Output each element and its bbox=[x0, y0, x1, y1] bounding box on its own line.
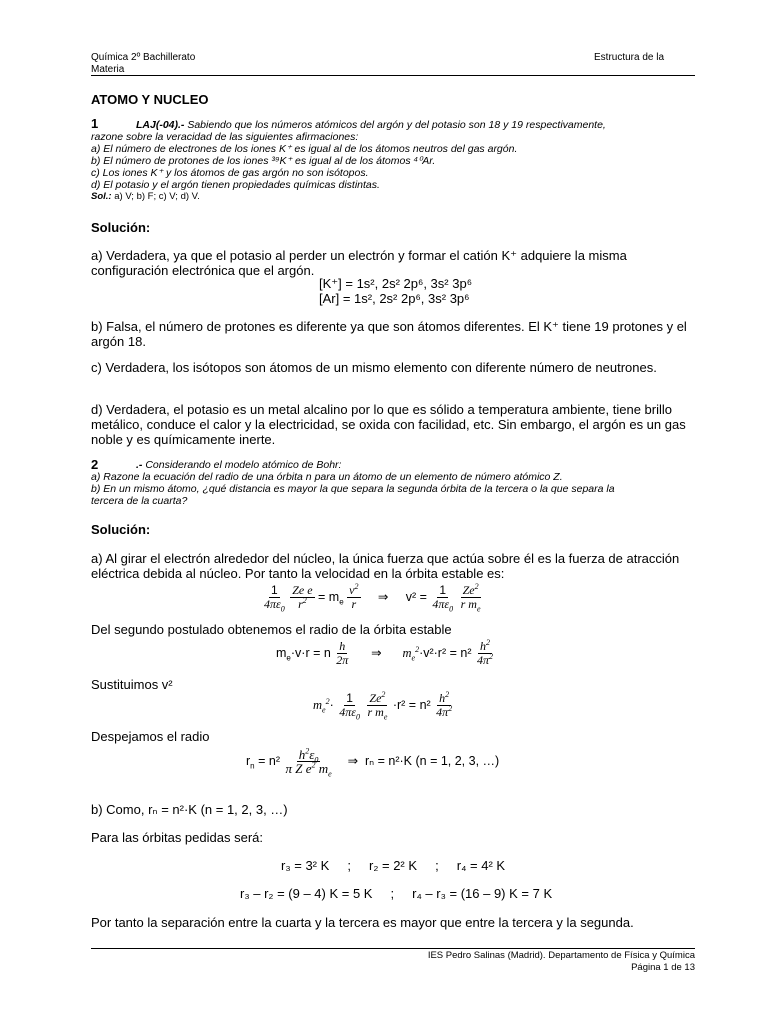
solution-2-heading: Solución: bbox=[91, 522, 151, 537]
orbit-radii: r₃ = 3² K ; r₂ = 2² K ; r₄ = 4² K bbox=[281, 858, 506, 873]
equation-quantization: $m_e\cdot v\cdot r = n$ $\frac{h}{2\pi}$ ⇒ $m_e^2\cdot v^2\cdot r^2 = n^2$ $\frac{h^2}{4\pi^2}$ bbox=[276, 638, 493, 667]
header-subject: Química 2º Bachillerato Materia bbox=[91, 52, 196, 75]
question-1-number: 1 bbox=[91, 116, 99, 131]
question-2-statement: .- Considerando el modelo atómico de Bohr: a) Razone la ecuación del radio de una órbita n para un átomo de un elemento de número atómico Z. b) En un mismo átomo, ¿qué distancia es mayor la que separa la segunda órbita de la tercera o la que separa la tercera de la cuarta? bbox=[91, 459, 615, 507]
equation-force-balance: $\frac{1}{4\pi\varepsilon_0}$ $\frac{\text{Ze e}}{r^2}$ = $m_e$ $\frac{v^2}{r}$ ⇒ v² = $\frac{1}{4\pi\varepsilon_0}$ $\frac{Ze^2}{r m_e}$ bbox=[264, 582, 481, 614]
equation-substitution: $m_e^2\cdot$ $\frac{1}{4\pi\varepsilon_0}$ $\frac{Ze^2}{r m_e}$ ·r² = n² $\frac{h^2}{4\pi^2}$ bbox=[313, 690, 453, 722]
question-2-number: 2 bbox=[91, 457, 99, 472]
solve-radius-text: Despejamos el radio bbox=[91, 729, 210, 744]
page-number: Página 1 de 13 bbox=[631, 962, 695, 973]
question-1-code: LAJ(-04).- bbox=[136, 119, 185, 131]
orbits-text: Para las órbitas pedidas será: bbox=[91, 830, 263, 845]
footer: IES Pedro Salinas (Madrid). Departamento de Física y Química Página 1 de 13 bbox=[427, 950, 695, 973]
solution-1-c: c) Verdadera, los isótopos son átomos de un mismo elemento con diferente número de neutrones. bbox=[91, 360, 657, 375]
header-rule bbox=[91, 75, 695, 76]
postulate-text: Del segundo postulado obtenemos el radio de la órbita estable bbox=[91, 622, 452, 637]
solution-2-a: a) Al girar el electrón alrededor del núcleo, la única fuerza que actúa sobre él es la fuerza de atracción eléctrica debida al núcleo. Por tanto la velocidad en la órbita estable es: bbox=[91, 551, 680, 581]
solution-2-b: b) Como, rₙ = n²·K (n = 1, 2, 3, …) bbox=[91, 802, 288, 817]
page-title: ATOMO Y NUCLEO bbox=[91, 92, 209, 107]
orbit-differences: r₃ – r₂ = (9 – 4) K = 5 K ; r₄ – r₃ = (16 – 9) K = 7 K bbox=[240, 886, 553, 901]
solution-1-b: b) Falsa, el número de protones es diferente ya que son átomos diferentes. El K⁺ tiene 19 protones y el argón 18. bbox=[91, 319, 687, 349]
footer-rule bbox=[91, 948, 695, 949]
substitute-text: Sustituimos v² bbox=[91, 677, 173, 692]
electron-configurations: [K⁺] = 1s², 2s² 2p⁶, 3s² 3p⁶ [Ar] = 1s², 2s² 2p⁶, 3s² 3p⁶ bbox=[319, 276, 473, 306]
header-topic: Estructura de la bbox=[594, 52, 665, 63]
solution-1-a: a) Verdadera, ya que el potasio al perder un electrón y formar el catión K⁺ adquiere la misma configuración electrónica que el argón. bbox=[91, 248, 627, 278]
equation-radius: $r_n = n^2$ $\frac{h^2\varepsilon_0}{\pi Z e^2 m_e}$ ⇒ rₙ = n²·K (n = 1, 2, 3, …) bbox=[246, 746, 500, 779]
solution-1-heading: Solución: bbox=[91, 220, 151, 235]
question-1-statement: LAJ(-04).- Sabiendo que los números atómicos del argón y del potasio son 18 y 19 respectivamente, razone sobre la veracidad de las siguientes afirmaciones: a) El número de electrones de los iones K⁺ es igual al de los átomos neutros del gas argón. b) El número de protones de los iones ³⁹K⁺ es igual al de los átomos ⁴⁰Ar. c) Los iones K⁺ y los átomos de gas argón no son isótopos. d) El potasio y el argón tienen propiedades químicas distintas. Sol.: a) V; b) F; c) V; d) V. bbox=[91, 119, 606, 202]
solution-1-d: d) Verdadera, el potasio es un metal alcalino por lo que es sólido a temperatura ambiente, tiene brillo metálico, conduce el calor y la electricidad, se oxida con facilidad, etc. Sin embargo, el argón es un gas noble y es químicamente inerte. bbox=[91, 402, 686, 447]
conclusion: Por tanto la separación entre la cuarta y la tercera es mayor que entre la tercera y la segunda. bbox=[91, 915, 634, 930]
